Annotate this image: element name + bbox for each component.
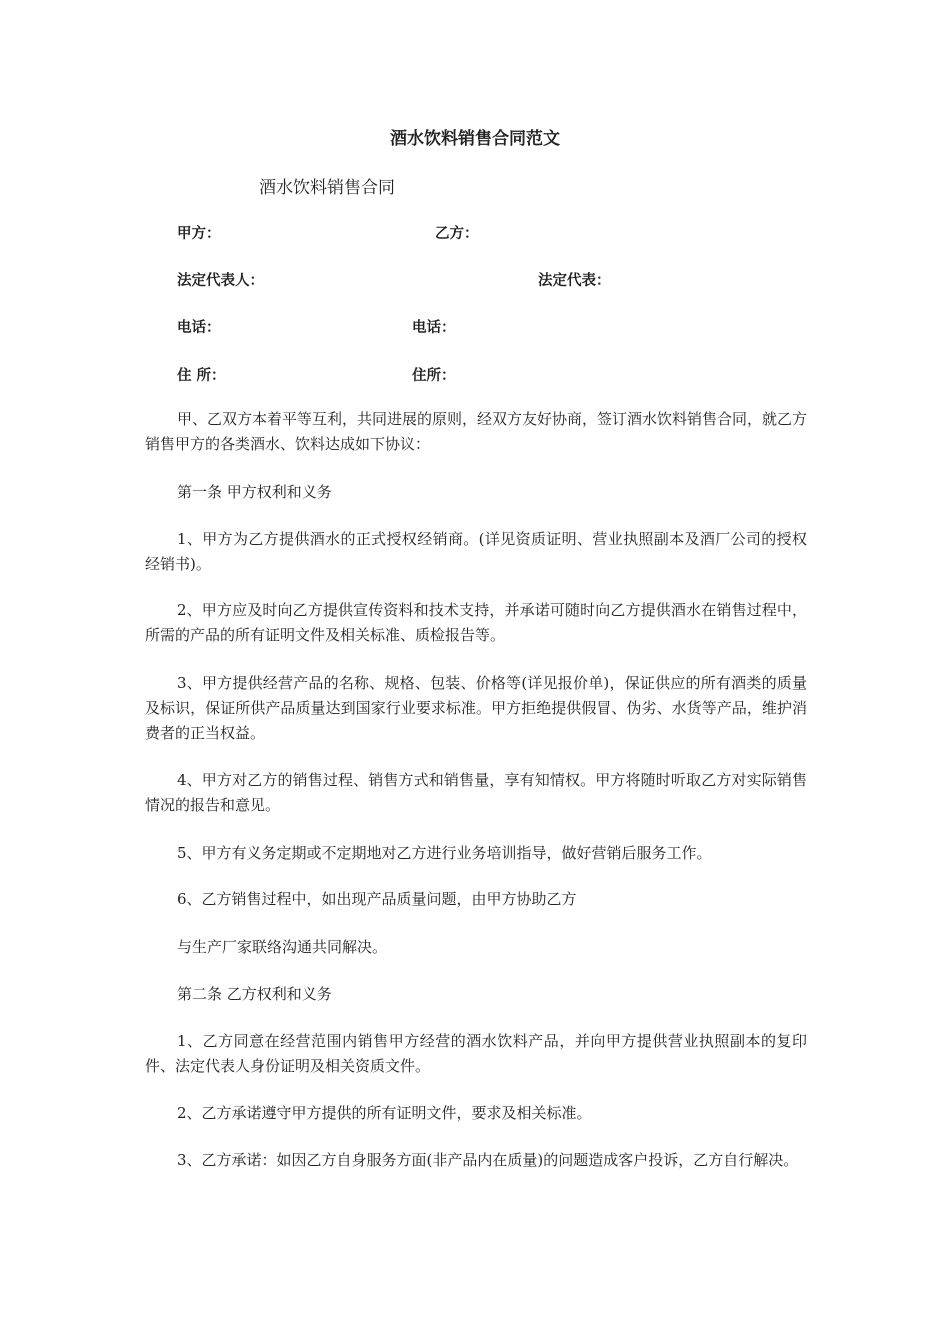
article-1-item: 6、乙方销售过程中，如出现产品质量问题，由甲方协助乙方 <box>177 890 577 908</box>
party-a-label: 甲方： <box>177 226 221 242</box>
party-b-label: 乙方： <box>435 226 479 242</box>
article-2-item: 1、乙方同意在经营范围内销售甲方经营的酒水饮料产品，并向甲方提供营业执照副本的复印件、法定代表人身份证明及相关资质文件。 <box>145 1032 807 1075</box>
party-b-phone-label: 电话： <box>412 320 456 336</box>
article-1-item: 3、甲方提供经营产品的名称、规格、包装、价格等(详见报价单)，保证供应的所有酒类的质量及标识，保证所供产品质量达到国家行业要求标准。甲方拒绝提供假冒、伪劣、水货等产品，维护消费者的正当权益。 <box>145 674 807 742</box>
party-a-representative-label: 法定代表人： <box>177 273 264 289</box>
article-2-heading: 第二条 乙方权利和义务 <box>177 985 332 1003</box>
intro-paragraph: 甲、乙双方本着平等互利，共同进展的原则，经双方友好协商，签订酒水饮料销售合同，就乙方销售甲方的各类酒水、饮料达成如下协议： <box>145 410 808 453</box>
article-1-item: 5、甲方有义务定期或不定期地对乙方进行业务培训指导，做好营销后服务工作。 <box>177 844 712 862</box>
party-a-phone-label: 电话： <box>177 320 221 336</box>
contract-subtitle: 酒水饮料销售合同 <box>259 178 395 198</box>
party-b-address-label: 住所： <box>412 368 456 384</box>
article-2-item: 3、乙方承诺：如因乙方自身服务方面(非产品内在质量)的问题造成客户投诉，乙方自行解决。 <box>177 1151 799 1169</box>
article-2-item: 2、乙方承诺遵守甲方提供的所有证明文件，要求及相关标准。 <box>177 1104 592 1122</box>
article-1-item: 1、甲方为乙方提供酒水的正式授权经销商。(详见资质证明、营业执照副本及酒厂公司的授权经销书)。 <box>145 530 807 573</box>
document-title: 酒水饮料销售合同范文 <box>390 129 560 149</box>
party-a-address-label: 住 所： <box>177 368 226 384</box>
article-1-item: 2、甲方应及时向乙方提供宣传资料和技术支持，并承诺可随时向乙方提供酒水在销售过程中，所需的产品的所有证明文件及相关标准、质检报告等。 <box>145 601 807 644</box>
article-1-heading: 第一条 甲方权利和义务 <box>177 483 332 501</box>
article-1-item: 4、甲方对乙方的销售过程、销售方式和销售量，享有知情权。甲方将随时听取乙方对实际销售情况的报告和意见。 <box>145 771 807 814</box>
article-1-item-continuation: 与生产厂家联络沟通共同解决。 <box>177 938 388 956</box>
party-b-representative-label: 法定代表： <box>538 273 611 289</box>
